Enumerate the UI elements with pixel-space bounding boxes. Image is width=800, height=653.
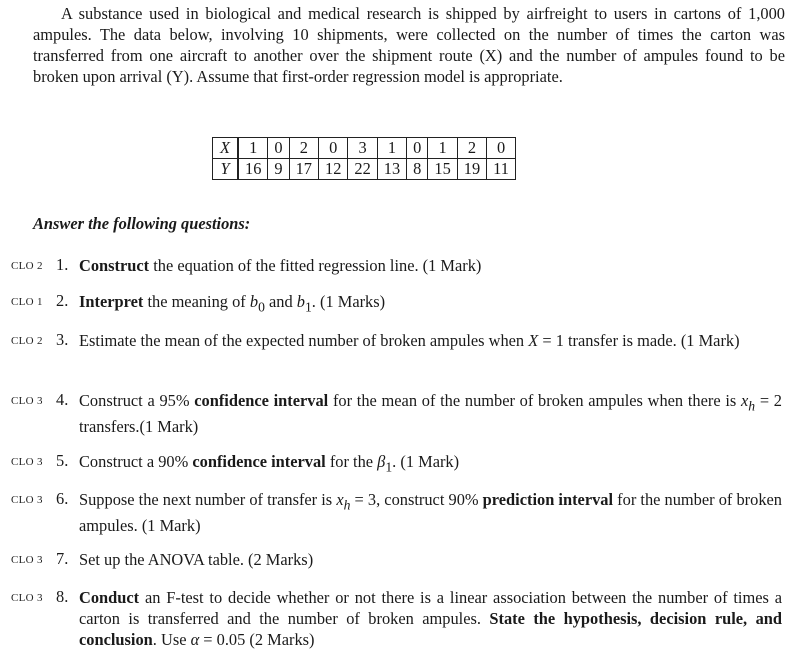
y-value: 8 xyxy=(407,159,428,180)
clo-tag: CLO 2 xyxy=(11,335,43,347)
clo-tag: CLO 1 xyxy=(11,296,43,308)
clo-tag: CLO 3 xyxy=(11,456,43,468)
table-row-x xyxy=(213,138,516,159)
problem-statement: A substance used in biological and medical research is shipped by airfreight to users in cartons of 1,000 ampules. The data below, involving 10 shipments, were collected on the number of times the carton was transferred from one aircraft to another over the shipment route (X) and the number of ampules found to be broken upon arrival (Y). Assume that first-order regression model is appropriate. xyxy=(33,4,785,86)
question-number: 8. xyxy=(56,587,69,606)
clo-tag: CLO 3 xyxy=(11,592,43,604)
x-value: 1 xyxy=(238,138,268,159)
question-number: 4. xyxy=(56,390,69,409)
question-number: 1. xyxy=(56,255,69,274)
question-text: Set up the ANOVA table. (2 Marks) xyxy=(79,550,314,569)
y-value: 16 xyxy=(238,159,268,180)
clo-tag: CLO 3 xyxy=(11,494,43,506)
clo-tag: CLO 2 xyxy=(11,260,43,272)
x-value: 1 xyxy=(377,138,406,159)
question-text: Interpret the meaning of $b_0$ and $b_1$. (1 Marks) xyxy=(79,292,386,315)
x-value: 0 xyxy=(487,138,516,159)
question-text: Construct a 90% confidence interval for the $\beta_1$. (1 Mark) xyxy=(79,452,460,475)
x-label: X xyxy=(213,138,239,159)
question-text: Construct a 95% confidence interval for the mean of the number of broken ampules when there is $x_h = 2$ transfers.(1 Mark) xyxy=(79,391,782,437)
x-value: 3 xyxy=(348,138,377,159)
y-value: 19 xyxy=(457,159,486,180)
clo-tag: CLO 3 xyxy=(11,554,43,566)
question-number: 2. xyxy=(56,291,69,310)
y-value: 13 xyxy=(377,159,406,180)
table-row-y xyxy=(213,159,516,180)
question-text: Conduct an F-test to decide whether or not there is a linear association between the number of times a carton is transferred and the number of broken ampules. State the hypothesis, decision rule, and conclusion. Use α = 0.05 (2 Marks) xyxy=(79,588,783,649)
x-value: 2 xyxy=(457,138,486,159)
questions-heading: Answer the following questions: xyxy=(33,214,251,233)
clo-tag: CLO 3 xyxy=(11,395,43,407)
question-number: 5. xyxy=(56,451,69,470)
question-number: 7. xyxy=(56,549,69,568)
y-value: 15 xyxy=(428,159,457,180)
question-number: 6. xyxy=(56,489,69,508)
y-value: 22 xyxy=(348,159,377,180)
y-value: 17 xyxy=(289,159,318,180)
x-value: 0 xyxy=(407,138,428,159)
question-text: Suppose the next number of transfer is $x_h = 3$, construct 90% prediction interval for the number of broken ampules. (1 Mark) xyxy=(79,490,782,536)
x-value: 2 xyxy=(289,138,318,159)
y-value: 11 xyxy=(487,159,516,180)
question-text: Estimate the mean of the expected number of broken ampules when X = 1 transfer is made. (1 Mark) xyxy=(79,331,740,350)
x-value: 1 xyxy=(428,138,457,159)
y-label: Y xyxy=(213,159,239,180)
y-value: 12 xyxy=(319,159,348,180)
x-value: 0 xyxy=(268,138,289,159)
question-text: Construct the equation of the fitted regression line. (1 Mark) xyxy=(79,256,482,275)
question-number: 3. xyxy=(56,330,69,349)
x-value: 0 xyxy=(319,138,348,159)
y-value: 9 xyxy=(268,159,289,180)
data-table xyxy=(212,137,516,180)
